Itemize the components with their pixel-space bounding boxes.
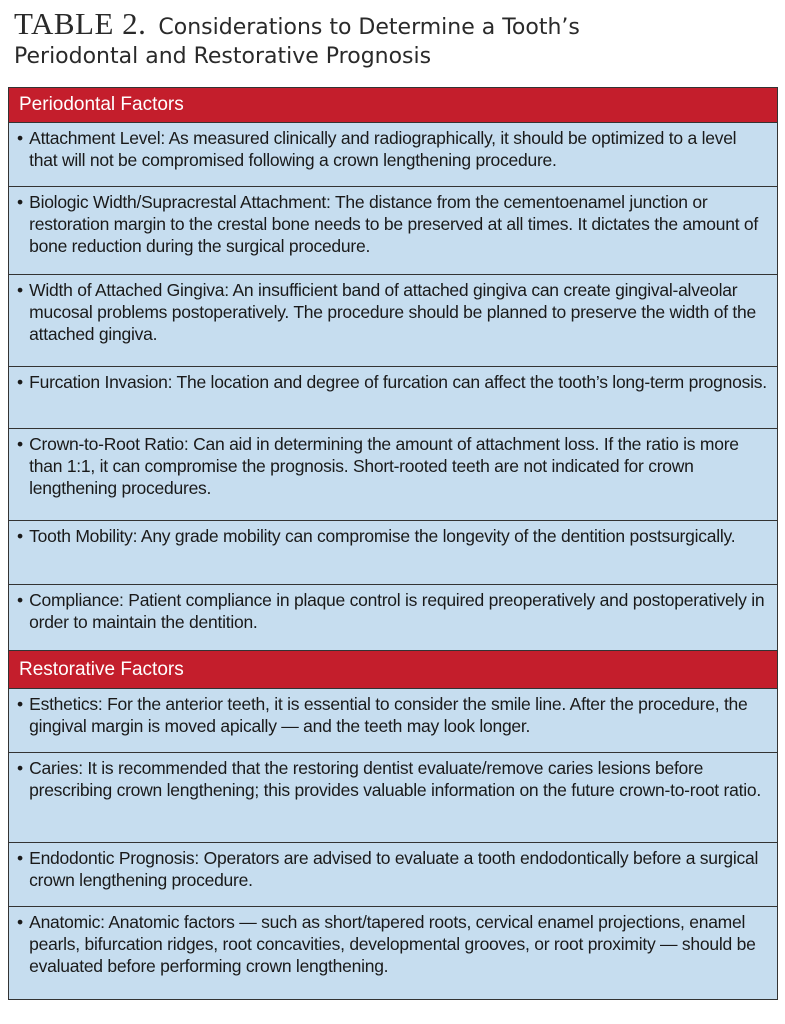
bullet: •: [17, 192, 24, 212]
table-row: [9, 275, 777, 367]
section-header-periodontal: Periodontal Factors: [9, 88, 777, 123]
table-row: [9, 123, 777, 187]
bullet: •: [17, 758, 24, 778]
row-text: Biologic Width/Supracrestal Attachment: The distance from the cementoenamel junction or restoration margin to the crestal bone needs to be preserved at all times. It dictates the amount of bone reduction during the surgical procedure.: [29, 192, 759, 256]
section-header-restorative: Restorative Factors: [9, 651, 777, 689]
bullet: •: [17, 128, 24, 148]
row-text: Caries: It is recommended that the restoring dentist evaluate/remove caries lesions before prescribing crown lengthening; this provides valuable information on the future crown-to-root ratio.: [29, 758, 761, 800]
bullet: •: [17, 526, 24, 546]
table-row: [9, 907, 777, 999]
bullet: •: [17, 434, 24, 454]
table-row: [9, 753, 777, 843]
title-line-1: [14, 6, 774, 42]
row-text: Compliance: Patient compliance in plaque control is required preoperatively and postoperatively in order to maintain the dentition.: [29, 590, 765, 632]
bullet: •: [17, 912, 24, 932]
row-text: Esthetics: For the anterior teeth, it is essential to consider the smile line. After the procedure, the gingival margin is moved apically — and the teeth may look longer.: [29, 694, 748, 736]
table-row: [9, 843, 777, 907]
title-text-1: Considerations to Determine a Tooth’s: [158, 15, 580, 40]
row-text: Furcation Invasion: The location and degree of furcation can affect the tooth’s long-term prognosis.: [29, 372, 767, 392]
row-text: Tooth Mobility: Any grade mobility can compromise the longevity of the dentition postsurgically.: [29, 526, 736, 546]
table-title: [14, 6, 774, 69]
bullet: •: [17, 590, 24, 610]
row-text: Width of Attached Gingiva: An insufficient band of attached gingiva can create gingival-alveolar mucosal problems postoperatively. The procedure should be planned to preserve the width of the attached gingiva.: [29, 280, 756, 344]
row-text: Attachment Level: As measured clinically and radiographically, it should be optimized to a level that will not be compromised following a crown lengthening procedure.: [29, 128, 737, 170]
bullet: •: [17, 848, 24, 868]
table-row: [9, 429, 777, 521]
row-text: Anatomic: Anatomic factors — such as short/tapered roots, cervical enamel projections, enamel pearls, bifurcation ridges, root concavities, developmental grooves, or root proximity — should be evaluated before performing crown lengthening.: [29, 912, 756, 976]
considerations-table: [8, 87, 778, 1000]
table-row: [9, 689, 777, 753]
bullet: •: [17, 694, 24, 714]
table-row: [9, 521, 777, 585]
row-text: Endodontic Prognosis: Operators are advised to evaluate a tooth endodontically before a surgical crown lengthening procedure.: [29, 848, 759, 890]
bullet: •: [17, 280, 24, 300]
row-text: Crown-to-Root Ratio: Can aid in determining the amount of attachment loss. If the ratio is more than 1:1, it can compromise the prognosis. Short-rooted teeth are not indicated for crown lengthening procedures.: [29, 434, 739, 498]
table-row: [9, 367, 777, 429]
title-text-2: Periodontal and Restorative Prognosis: [14, 44, 432, 69]
table-row: [9, 187, 777, 275]
table-label: TABLE 2.: [14, 6, 147, 41]
table-row: [9, 585, 777, 651]
bullet: •: [17, 372, 24, 392]
